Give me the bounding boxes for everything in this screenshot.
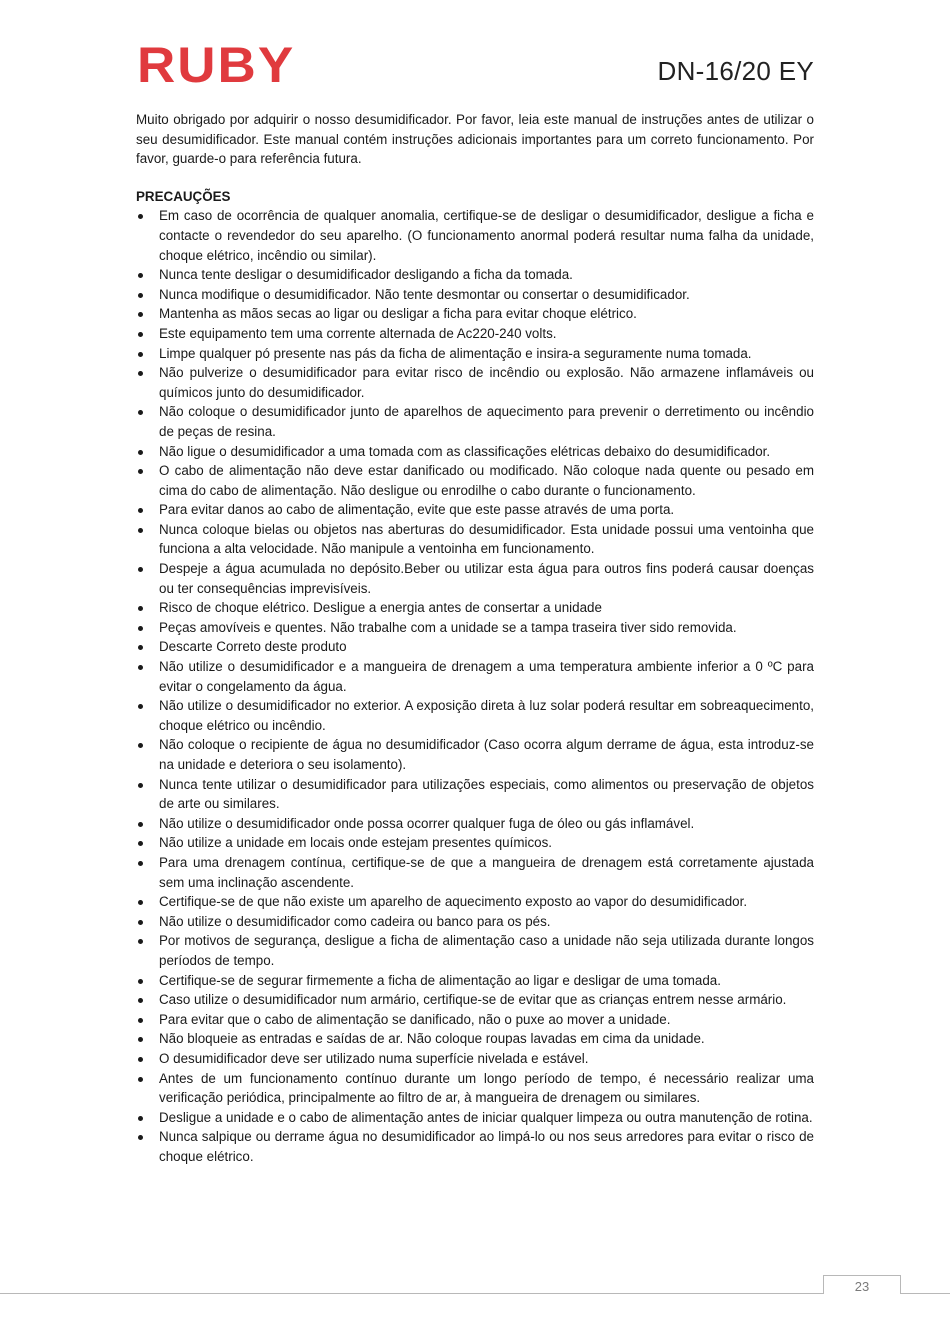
precaution-item: Antes de um funcionamento contínuo durante um longo período de tempo, é necessário realizar uma verificação periódica, principalmente ao filtro de ar, à mangueira de drenagem ou similares. [136,1069,814,1108]
precaution-item: O desumidificador deve ser utilizado numa superfície nivelada e estável. [136,1049,814,1069]
precaution-item: Risco de choque elétrico. Desligue a energia antes de consertar a unidade [136,598,814,618]
precaution-item: Limpe qualquer pó presente nas pás da ficha de alimentação e insira-a seguramente numa tomada. [136,344,814,364]
precaution-item: Caso utilize o desumidificador num armário, certifique-se de evitar que as crianças entrem nesse armário. [136,990,814,1010]
precaution-item: Nunca tente desligar o desumidificador desligando a ficha da tomada. [136,265,814,285]
intro-paragraph: Muito obrigado por adquirir o nosso desumidificador. Por favor, leia este manual de instruções antes de utilizar o seu desumidificador. Este manual contém instruções adicionais importantes para um correto funcionamento. Por favor, guarde-o para referência futura. [136,112,814,167]
precaution-item: Não utilize o desumidificador no exterior. A exposição direta à luz solar poderá resultar em sobreaquecimento, choque elétrico ou incêndio. [136,696,814,735]
precaution-item: Não bloqueie as entradas e saídas de ar. Não coloque roupas lavadas em cima da unidade. [136,1029,814,1049]
precaution-item: Nunca modifique o desumidificador. Não tente desmontar ou consertar o desumidificador. [136,285,814,305]
precaution-item: Despeje a água acumulada no depósito.Beber ou utilizar esta água para outros fins poderá causar doenças ou ter consequências imprevisíveis. [136,559,814,598]
model-number: DN-16/20 EY [657,56,814,86]
precaution-item: Não utilize o desumidificador e a mangueira de drenagem a uma temperatura ambiente inferior a 0 ºC para evitar o congelamento da água. [136,657,814,696]
precaution-item: Mantenha as mãos secas ao ligar ou desligar a ficha para evitar choque elétrico. [136,304,814,324]
precautions-list [136,206,814,1166]
precaution-item: Este equipamento tem uma corrente alternada de Ac220-240 volts. [136,324,814,344]
precaution-item: Não utilize o desumidificador onde possa ocorrer qualquer fuga de óleo ou gás inflamável. [136,814,814,834]
precaution-item: Por motivos de segurança, desligue a ficha de alimentação caso a unidade não seja utilizada durante longos períodos de tempo. [136,931,814,970]
precaution-item: Certifique-se de que não existe um aparelho de aquecimento exposto ao vapor do desumidificador. [136,892,814,912]
precaution-item: Para evitar danos ao cabo de alimentação, evite que este passe através de uma porta. [136,500,814,520]
precaution-item: Não coloque o desumidificador junto de aparelhos de aquecimento para prevenir o derretimento ou incêndio de peças de resina. [136,402,814,441]
precaution-item: Certifique-se de segurar firmemente a ficha de alimentação ao ligar e desligar de uma tomada. [136,971,814,991]
section-title: PRECAUÇÕES [136,188,231,204]
precaution-item: Nunca coloque bielas ou objetos nas aberturas do desumidificador. Esta unidade possui uma ventoinha que funciona a alta velocidade. Não manipule a ventoinha em funcionamento. [136,520,814,559]
precaution-item: Desligue a unidade e o cabo de alimentação antes de iniciar qualquer limpeza ou outra manutenção de rotina. [136,1108,814,1128]
precaution-item: Não coloque o recipiente de água no desumidificador (Caso ocorra algum derrame de água, esta introduz-se na unidade e deteriora o seu isolamento). [136,735,814,774]
precaution-item: Não utilize a unidade em locais onde estejam presentes químicos. [136,833,814,853]
precaution-item: Não ligue o desumidificador a uma tomada com as classificações elétricas debaixo do desumidificador. [136,442,814,462]
brand-logo: RUBY [137,37,296,94]
footer-rule [0,1293,950,1294]
document-body [136,110,814,1166]
precaution-item: Nunca tente utilizar o desumidificador para utilizações especiais, como alimentos ou preservação de objetos de arte ou similares. [136,775,814,814]
precaution-item: Não utilize o desumidificador como cadeira ou banco para os pés. [136,912,814,932]
precaution-item: Peças amovíveis e quentes. Não trabalhe com a unidade se a tampa traseira tiver sido removida. [136,618,814,638]
precaution-item: O cabo de alimentação não deve estar danificado ou modificado. Não coloque nada quente ou pesado em cima do cabo de alimentação. Não desligue ou enrodilhe o cabo durante o funcionamento. [136,461,814,500]
precaution-item: Em caso de ocorrência de qualquer anomalia, certifique-se de desligar o desumidificador, desligue a ficha e contacte o revendedor do seu aparelho. (O funcionamento anormal poderá resultar numa falha da unidade, choque elétrico, incêndio ou similar). [136,206,814,265]
precaution-item: Para evitar que o cabo de alimentação se danificado, não o puxe ao mover a unidade. [136,1010,814,1030]
precaution-item: Descarte Correto deste produto [136,637,814,657]
precaution-item: Não pulverize o desumidificador para evitar risco de incêndio ou explosão. Não armazene inflamáveis ou químicos junto do desumidificador. [136,363,814,402]
page-number: 23 [823,1275,901,1294]
precaution-item: Para uma drenagem contínua, certifique-se de que a mangueira de drenagem está corretamente ajustada sem uma inclinação ascendente. [136,853,814,892]
precaution-item: Nunca salpique ou derrame água no desumidificador ao limpá-lo ou nos seus arredores para evitar o risco de choque elétrico. [136,1127,814,1166]
